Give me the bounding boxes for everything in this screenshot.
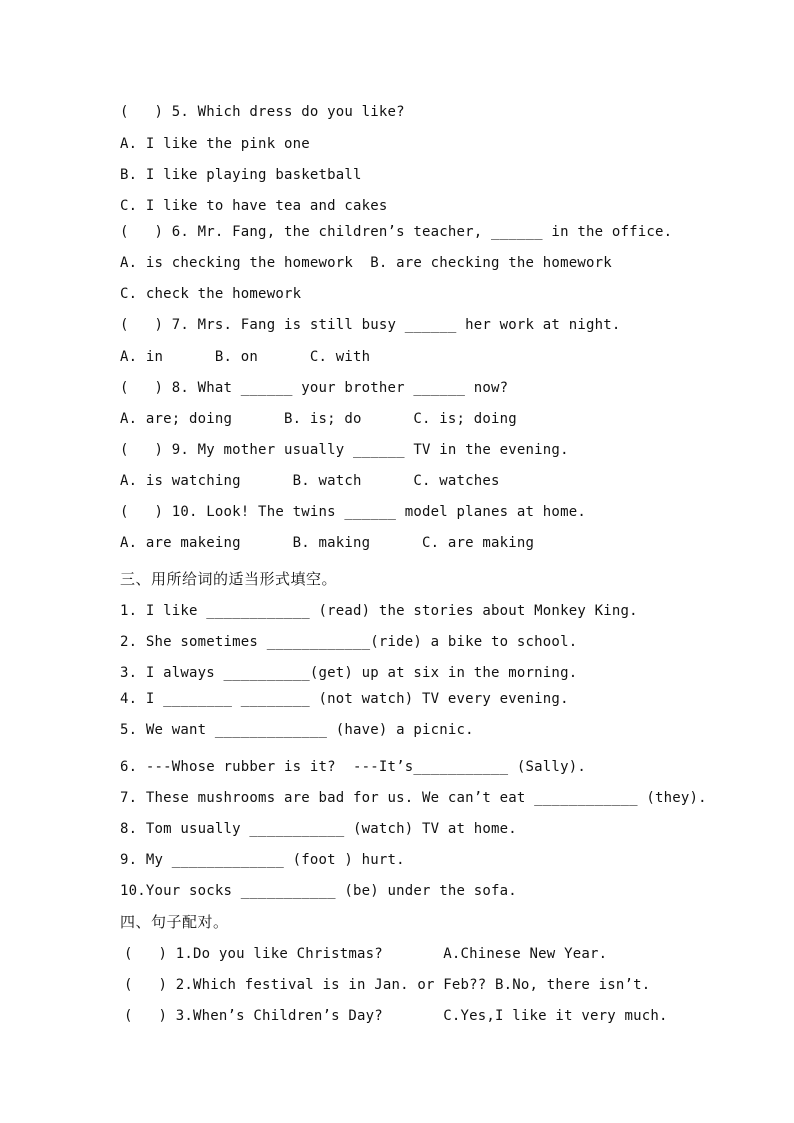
fill-item-5: 5. We want _____________ (have) a picnic. bbox=[120, 722, 474, 738]
q5-option-c: C. I like to have tea and cakes bbox=[120, 198, 388, 214]
question-9: ( ) 9. My mother usually ______ TV in the evening. bbox=[120, 442, 569, 458]
fill-item-6: 6. ---Whose rubber is it? ---It’s___________ (Sally). bbox=[120, 759, 586, 775]
q9-options: A. is watching B. watch C. watches bbox=[120, 473, 500, 489]
fill-item-10: 10.Your socks ___________ (be) under the sofa. bbox=[120, 883, 517, 899]
fill-item-2: 2. She sometimes ____________(ride) a bike to school. bbox=[120, 634, 578, 650]
q7-options: A. in B. on C. with bbox=[120, 349, 371, 365]
q8-options: A. are; doing B. is; do C. is; doing bbox=[120, 411, 517, 427]
fill-item-8: 8. Tom usually ___________ (watch) TV at home. bbox=[120, 821, 517, 837]
q6-options-line2: C. check the homework bbox=[120, 286, 302, 302]
section-3-heading: 三、用所给词的适当形式填空。 bbox=[120, 570, 338, 588]
question-10: ( ) 10. Look! The twins ______ model planes at home. bbox=[120, 504, 586, 520]
question-6: ( ) 6. Mr. Fang, the children’s teacher, ______ in the office. bbox=[120, 224, 673, 240]
question-8: ( ) 8. What ______ your brother ______ now? bbox=[120, 380, 509, 396]
fill-item-4: 4. I ________ ________ (not watch) TV every evening. bbox=[120, 691, 569, 707]
q5-option-a: A. I like the pink one bbox=[120, 136, 310, 152]
match-item-1: ( ) 1.Do you like Christmas? A.Chinese New Year. bbox=[124, 946, 608, 962]
section-4-heading: 四、句子配对。 bbox=[120, 913, 229, 931]
q5-option-b: B. I like playing basketball bbox=[120, 167, 362, 183]
fill-item-9: 9. My _____________ (foot ) hurt. bbox=[120, 852, 405, 868]
match-item-3: ( ) 3.When’s Children’s Day? C.Yes,I like it very much. bbox=[124, 1008, 668, 1024]
fill-item-3: 3. I always __________(get) up at six in the morning. bbox=[120, 665, 578, 681]
q10-options: A. are makeing B. making C. are making bbox=[120, 535, 535, 551]
match-item-2: ( ) 2.Which festival is in Jan. or Feb?? B.No, there isn’t. bbox=[124, 977, 651, 993]
question-5: ( ) 5. Which dress do you like? bbox=[120, 104, 405, 120]
fill-item-7: 7. These mushrooms are bad for us. We can’t eat ____________ (they). bbox=[120, 790, 707, 806]
q6-options-line1: A. is checking the homework B. are checking the homework bbox=[120, 255, 612, 271]
question-7: ( ) 7. Mrs. Fang is still busy ______ her work at night. bbox=[120, 317, 621, 333]
fill-item-1: 1. I like ____________ (read) the stories about Monkey King. bbox=[120, 603, 638, 619]
